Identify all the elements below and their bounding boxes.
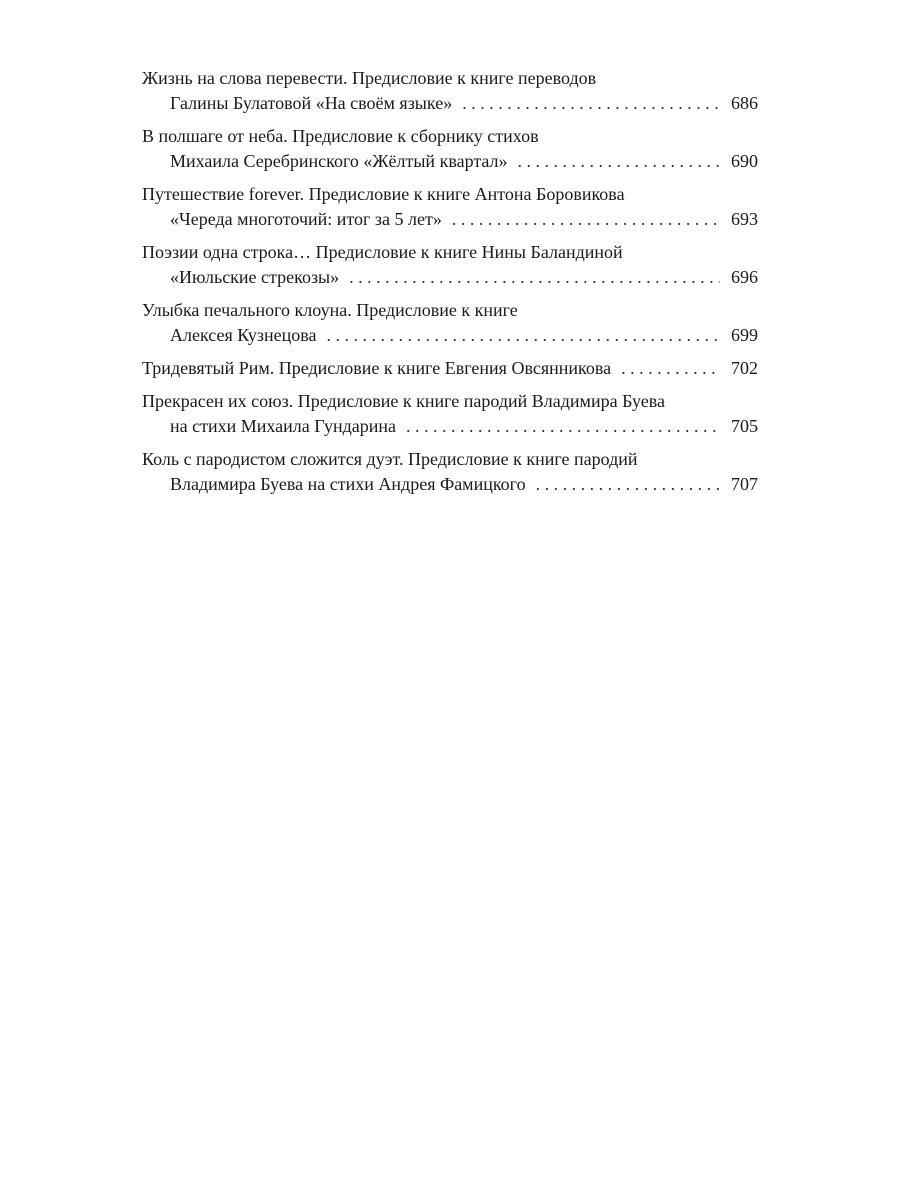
page-number: 707: [731, 474, 758, 494]
toc-entry: [142, 356, 758, 381]
toc-entry-title-cont: Владимира Буева на стихи Андрея Фамицкого: [170, 474, 526, 494]
dot-leader: [349, 265, 720, 290]
toc-entry-title: Коль с пародистом сложится дуэт. Предисловие к книге пародий: [142, 449, 638, 469]
dot-leader: [406, 414, 720, 439]
table-of-contents: [142, 66, 758, 505]
toc-entry: [142, 240, 758, 290]
toc-entry-title-cont: на стихи Михаила Гундарина: [170, 416, 396, 436]
page-number: 693: [731, 209, 758, 229]
dot-leader: [452, 207, 720, 232]
toc-entry: [142, 124, 758, 174]
dot-leader: [621, 356, 720, 381]
toc-entry: [142, 447, 758, 497]
toc-entry-last-line: [142, 472, 758, 497]
toc-entry-last-line: [142, 414, 758, 439]
page-number: 686: [731, 93, 758, 113]
toc-entry-title: В полшаге от неба. Предисловие к сборнику стихов: [142, 126, 539, 146]
toc-entry: [142, 66, 758, 116]
toc-entry-title-cont: Галины Булатовой «На своём языке»: [170, 93, 453, 113]
toc-entry: [142, 182, 758, 232]
toc-entry-title-cont: «Череда многоточий: итог за 5 лет»: [170, 209, 442, 229]
toc-entry-title-cont: Михаила Серебринского «Жёлтый квартал»: [170, 151, 508, 171]
dot-leader: [462, 91, 720, 116]
page-number: 702: [731, 358, 758, 378]
page-number: 690: [731, 151, 758, 171]
toc-entry-title-cont: «Июльские стрекозы»: [170, 267, 340, 287]
toc-entry-title: Жизнь на слова перевести. Предисловие к книге переводов: [142, 68, 597, 88]
dot-leader: [536, 472, 720, 497]
page-number: 699: [731, 325, 758, 345]
page-number: 705: [731, 416, 758, 436]
toc-entry-last-line: [142, 207, 758, 232]
toc-entry-title: Путешествие forever. Предисловие к книге Антона Боровикова: [142, 184, 625, 204]
dot-leader: [327, 323, 720, 348]
dot-leader: [518, 149, 720, 174]
toc-entry-last-line: [142, 323, 758, 348]
toc-entry: [142, 389, 758, 439]
toc-entry-last-line: [142, 149, 758, 174]
toc-entry-title: Улыбка печального клоуна. Предисловие к книге: [142, 300, 518, 320]
toc-entry-title: Поэзии одна строка… Предисловие к книге Нины Баландиной: [142, 242, 623, 262]
toc-entry-last-line: [142, 356, 758, 381]
page-number: 696: [731, 267, 758, 287]
toc-entry-title-cont: Алексея Кузнецова: [170, 325, 317, 345]
toc-entry-title: Тридевятый Рим. Предисловие к книге Евгения Овсянникова: [142, 358, 612, 378]
toc-entry-title: Прекрасен их союз. Предисловие к книге пародий Владимира Буева: [142, 391, 665, 411]
toc-entry-last-line: [142, 265, 758, 290]
toc-entry-last-line: [142, 91, 758, 116]
toc-entry: [142, 298, 758, 348]
